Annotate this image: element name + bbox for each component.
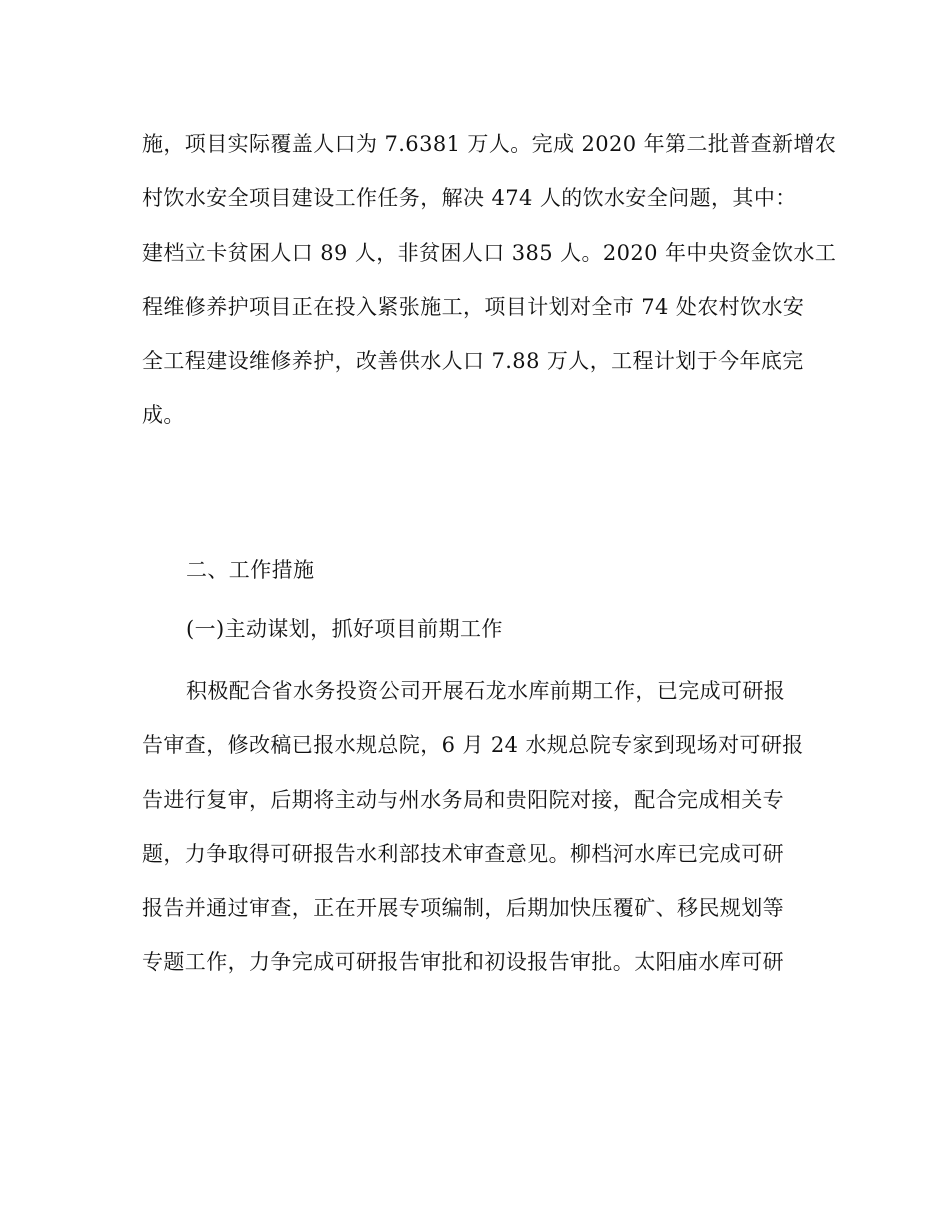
paragraph-line: 告审查，修改稿已报水规总院，6 月 24 水规总院专家到现场对可研报 [142,733,804,757]
paragraph-line: 报告并通过审查，正在开展专项编制，后期加快压覆矿、移民规划等 [142,896,784,920]
subsection-heading: (一)主动谋划，抓好项目前期工作 [186,617,503,641]
paragraph-line: 建档立卡贫困人口 89 人，非贫困人口 385 人。2020 年中央资金饮水工 [142,241,837,265]
paragraph-line: 施，项目实际覆盖人口为 7.6381 万人。完成 2020 年第二批普查新增农 [142,132,837,156]
paragraph-line: 积极配合省水务投资公司开展石龙水库前期工作，已完成可研报 [186,679,786,703]
paragraph-line: 程维修养护项目正在投入紧张施工，项目计划对全市 74 处农村饮水安 [142,295,805,319]
paragraph-line: 题，力争取得可研报告水利部技术审查意见。柳档河水库已完成可研 [142,842,784,866]
section-heading: 二、工作措施 [186,558,315,582]
paragraph-line: 专题工作，力争完成可研报告审批和初设报告审批。太阳庙水库可研 [142,950,784,974]
paragraph-line: 成。 [142,403,185,427]
paragraph-line: 告进行复审，后期将主动与州水务局和贵阳院对接，配合完成相关专 [142,788,784,812]
paragraph-line: 村饮水安全项目建设工作任务，解决 474 人的饮水安全问题，其中： [142,186,797,210]
paragraph-line: 全工程建设维修养护，改善供水人口 7.88 万人，工程计划于今年底完 [142,349,804,373]
